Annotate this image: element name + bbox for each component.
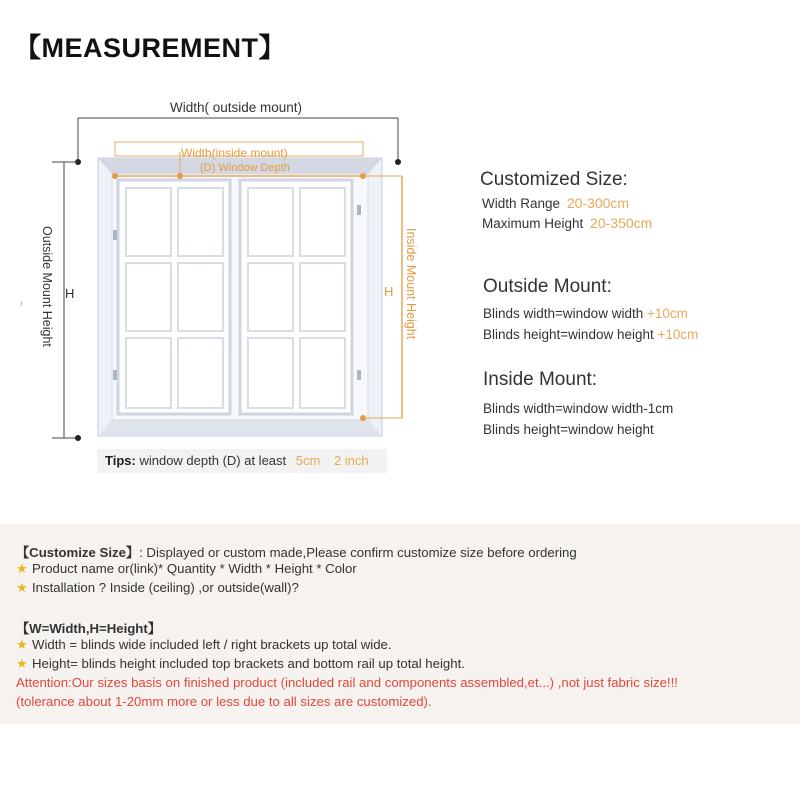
customize-size-text: : Displayed or custom made,Please confirm customize size before ordering (139, 545, 577, 560)
tips-inch: 2 inch (333, 453, 369, 468)
customize-size-line (16, 542, 577, 561)
installation-line (16, 580, 299, 596)
maximum-height-label: Maximum Height (482, 216, 584, 231)
outside-mount-heading: Outside Mount: (483, 276, 612, 297)
attention-line: Attention:Our sizes basis on finished product (included rail and components assembled,et...) ,not just fabric size!!! (16, 675, 678, 690)
tips-prefix: Tips: (105, 453, 136, 468)
height-definition-text: Height= blinds height included top brackets and bottom rail up total height. (32, 656, 465, 671)
page-title: 【MEASUREMENT】 (14, 33, 287, 63)
info-panel (0, 524, 800, 724)
star-icon: ★ (16, 656, 28, 671)
inside-mount-width-line: Blinds width=window width-1cm (483, 401, 674, 416)
outside-height-h-label: H (65, 286, 75, 301)
outside-mount-height-line (483, 327, 698, 342)
outside-mount-width-line (483, 306, 688, 321)
star-icon: ★ (16, 561, 28, 576)
maximum-height-line (482, 215, 652, 231)
customized-size-heading: Customized Size: (480, 169, 628, 190)
tips-text: window depth (D) at least (139, 453, 287, 468)
star-icon: ★ (16, 637, 28, 652)
window-depth-label: (D) Window Depth (200, 162, 290, 174)
inside-mount-height-label: Inside Mount Height (404, 228, 418, 340)
product-text: Product name or(link)* Quantity * Width * Height * Color (32, 561, 357, 576)
star-icon: ★ (16, 580, 28, 595)
installation-text: Installation ? Inside (ceiling) ,or outside(wall)? (32, 580, 299, 595)
width-definition-text: Width = blinds wide included left / right brackets up total wide. (32, 637, 392, 652)
outside-mount-height-label: Outside Mount Height (40, 226, 54, 347)
outside-mount-width-value: +10cm (646, 306, 688, 321)
wh-title: 【W=Width,H=Height】 (16, 621, 161, 636)
inside-height-h-label: H (384, 284, 394, 299)
outside-mount-height-value: +10cm (657, 327, 699, 342)
tips-cm: 5cm (295, 453, 321, 468)
inside-mount-heading: Inside Mount: (483, 369, 598, 390)
outside-mount-height-text: Blinds height=window height (483, 327, 654, 342)
window-diagram (0, 80, 800, 490)
tolerance-line: (tolerance about 1-20mm more or less due to all sizes are customized). (16, 694, 432, 709)
product-line (16, 561, 357, 577)
maximum-height-value: 20-350cm (590, 215, 653, 231)
customize-size-title: 【Customize Size】 (16, 545, 140, 560)
tips-box (97, 449, 387, 473)
outside-width-label: Width( outside mount) (170, 100, 303, 115)
inside-width-label: Width(inside mount) (181, 146, 288, 160)
width-definition-line (16, 637, 392, 653)
inside-mount-height-line: Blinds height=window height (483, 422, 654, 437)
outside-mount-width-text: Blinds width=window width (483, 306, 644, 321)
height-definition-line (16, 656, 465, 672)
stray-mark: ⁾ (20, 300, 23, 310)
width-range-label: Width Range (482, 196, 561, 211)
wh-title-line (16, 618, 161, 637)
width-range-value: 20-300cm (566, 195, 630, 211)
width-range-line (482, 195, 629, 211)
